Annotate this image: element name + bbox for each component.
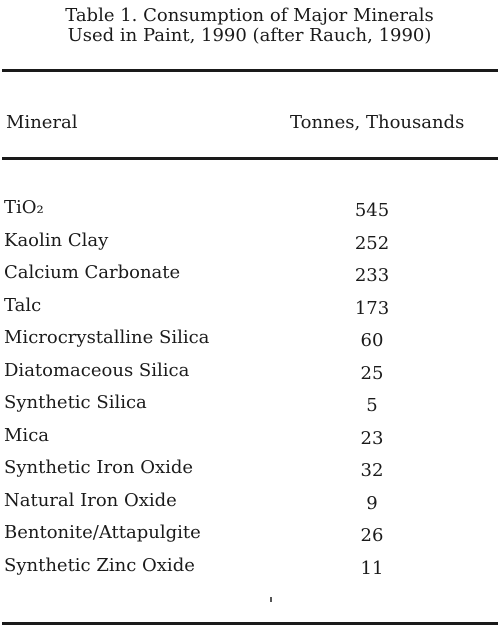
tonnes-value: 173 (354, 297, 390, 319)
table-row (0, 359, 499, 392)
table-row (0, 261, 499, 294)
table-row (0, 521, 499, 554)
top-rule (2, 69, 498, 72)
tonnes-value: 32 (360, 460, 384, 481)
scan-speck (270, 597, 272, 602)
table-caption-line-1: Table 1. Consumption of Major Minerals (65, 5, 434, 26)
mineral-name: Synthetic Zinc Oxide (4, 554, 195, 576)
mineral-name: Natural Iron Oxide (4, 489, 177, 511)
table-row (0, 424, 499, 457)
table-row (0, 196, 499, 229)
mineral-name: Bentonite/Attapulgite (4, 522, 201, 543)
header-rule (2, 157, 498, 160)
tonnes-value: 11 (360, 557, 384, 579)
tonnes-value: 25 (360, 362, 384, 384)
table-row (0, 554, 499, 587)
mineral-name: TiO₂ (4, 197, 44, 218)
tonnes-value: 26 (360, 525, 384, 546)
table-caption-line-2: Used in Paint, 1990 (after Rauch, 1990) (67, 25, 432, 46)
mineral-name: Diatomaceous Silica (4, 359, 190, 381)
tonnes-value: 60 (360, 330, 384, 351)
tonnes-value: 5 (366, 395, 378, 416)
column-header-tonnes: Tonnes, Thousands (290, 112, 465, 133)
mineral-name: Kaolin Clay (4, 229, 109, 251)
mineral-name: Mica (4, 424, 49, 446)
tonnes-value: 233 (354, 265, 390, 286)
table-body (0, 196, 499, 586)
mineral-name: Calcium Carbonate (4, 262, 181, 283)
mineral-name: Synthetic Silica (4, 392, 147, 413)
tonnes-value: 23 (360, 427, 384, 449)
tonnes-value: 9 (366, 492, 378, 514)
mineral-name: Talc (4, 294, 42, 316)
table-row (0, 294, 499, 327)
table-row (0, 391, 499, 424)
table-row (0, 489, 499, 522)
tonnes-value: 545 (354, 200, 390, 221)
bottom-rule (2, 622, 498, 625)
column-header-mineral: Mineral (6, 112, 78, 133)
table-row (0, 456, 499, 489)
table-row (0, 326, 499, 359)
mineral-name: Synthetic Iron Oxide (4, 457, 194, 478)
tonnes-value: 252 (354, 232, 390, 254)
table-row (0, 229, 499, 262)
mineral-name: Microcrystalline Silica (4, 327, 210, 348)
